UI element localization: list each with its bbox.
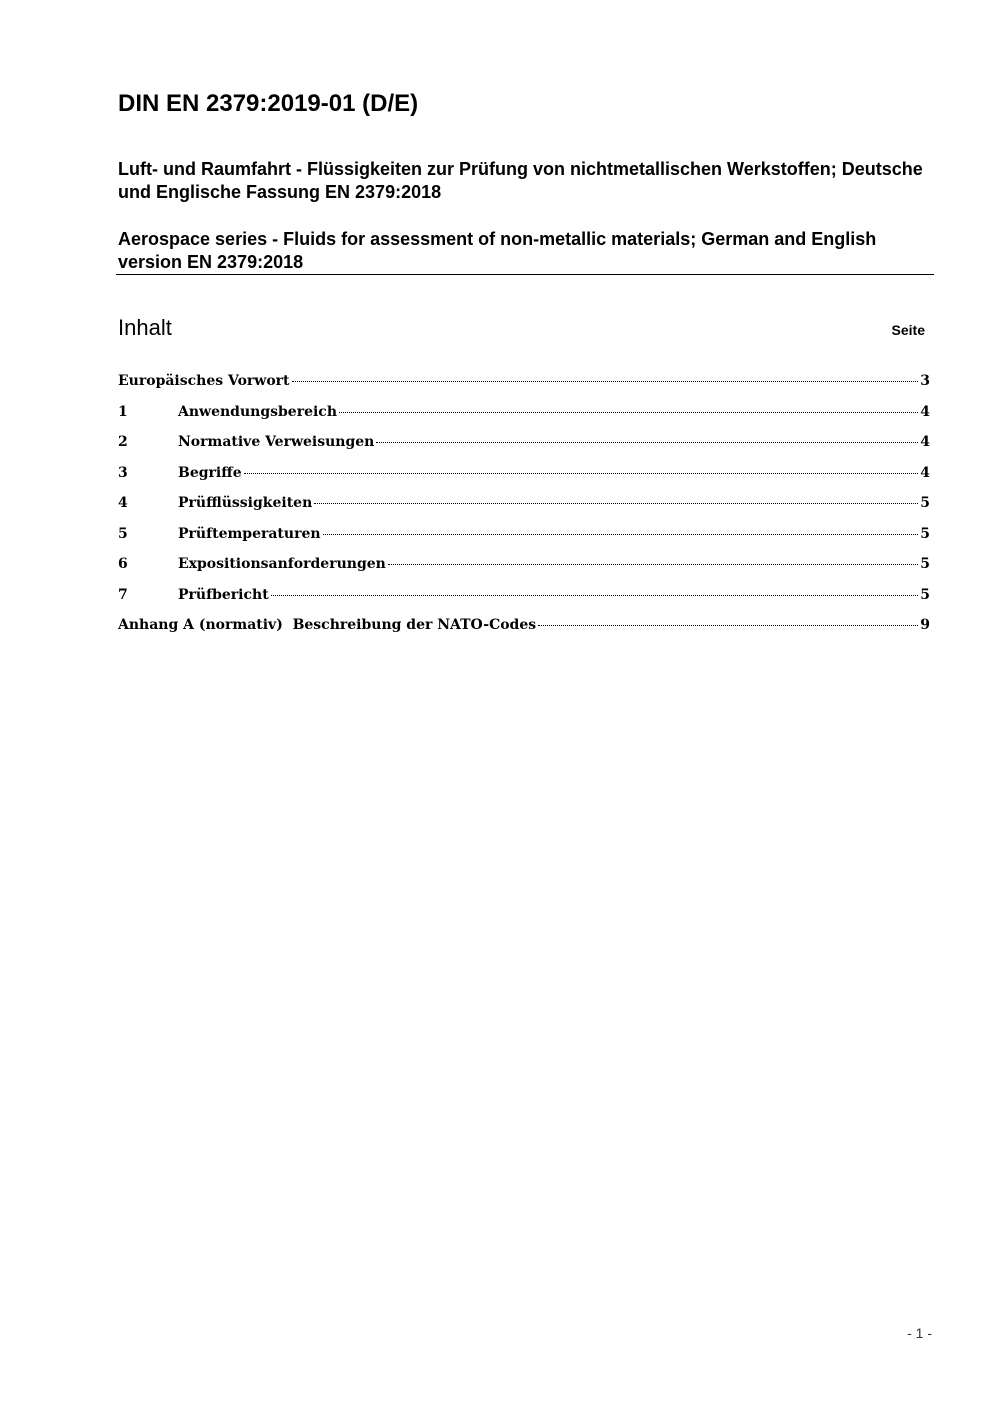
toc-entry-page: 4 bbox=[920, 464, 930, 481]
toc-entry-page: 5 bbox=[920, 525, 930, 542]
page-number: - 1 - bbox=[907, 1325, 932, 1341]
toc-entry-number: 4 bbox=[118, 495, 128, 511]
toc-entry-title: Anwendungsbereich bbox=[178, 403, 337, 420]
toc-entry-number: 1 bbox=[118, 403, 128, 420]
toc-entry-title: Europäisches Vorwort bbox=[118, 373, 290, 389]
toc-entry-annex-a[interactable] bbox=[118, 614, 930, 645]
subtitle-english: Aerospace series - Fluids for assessment of non-metallic materials; German and English version EN 2379:2018 bbox=[118, 229, 877, 272]
toc-dot-leader bbox=[271, 595, 919, 596]
toc-entry-page: 9 bbox=[920, 617, 930, 633]
toc-entry-page: 5 bbox=[920, 495, 930, 511]
toc-entry-page: 5 bbox=[920, 556, 930, 572]
toc-entry-title: Begriffe bbox=[178, 464, 242, 481]
toc-entry-number: 3 bbox=[118, 464, 128, 481]
toc-entry-european-foreword[interactable] bbox=[118, 370, 930, 401]
toc-dot-leader bbox=[388, 564, 918, 565]
toc-entry-exposure-requirements[interactable] bbox=[118, 553, 930, 584]
toc-entry-title: Prüftemperaturen bbox=[178, 525, 321, 542]
toc-heading: Inhalt bbox=[118, 315, 172, 340]
toc-dot-leader bbox=[376, 442, 918, 443]
toc-entry-title: Expositionsanforderungen bbox=[178, 556, 386, 572]
toc-dot-leader bbox=[314, 503, 918, 504]
toc-entry-page: 4 bbox=[920, 434, 930, 450]
toc-entry-number: 7 bbox=[118, 586, 128, 603]
toc-entry-title: Prüfflüssigkeiten bbox=[178, 495, 313, 511]
toc-page-column-label: Seite bbox=[891, 322, 925, 338]
document-title: DIN EN 2379:2019-01 (D/E) bbox=[118, 90, 419, 117]
table-of-contents bbox=[118, 370, 930, 645]
toc-entry-scope[interactable] bbox=[118, 401, 930, 432]
toc-dot-leader bbox=[244, 473, 919, 474]
toc-entry-test-temperatures[interactable] bbox=[118, 523, 930, 554]
toc-entry-test-report[interactable] bbox=[118, 584, 930, 615]
toc-entry-title: Normative Verweisungen bbox=[178, 434, 375, 450]
toc-entry-title: Anhang A (normativ) Beschreibung der NATO-Codes bbox=[118, 617, 537, 633]
toc-entry-number: 5 bbox=[118, 525, 128, 542]
toc-entry-page: 4 bbox=[920, 403, 930, 420]
toc-entry-normative-references[interactable] bbox=[118, 431, 930, 462]
toc-entry-test-fluids[interactable] bbox=[118, 492, 930, 523]
toc-entry-terms[interactable] bbox=[118, 462, 930, 493]
toc-dot-leader bbox=[292, 381, 919, 382]
header-divider bbox=[116, 274, 934, 275]
subtitle-german: Luft- und Raumfahrt - Flüssigkeiten zur Prüfung von nichtmetallischen Werkstoffen; Deutsche und Englische Fassung EN 2379:2018 bbox=[118, 159, 923, 202]
toc-dot-leader bbox=[323, 534, 919, 535]
toc-entry-number: 2 bbox=[118, 434, 128, 450]
toc-entry-page: 5 bbox=[920, 586, 930, 603]
toc-entry-number: 6 bbox=[118, 556, 128, 572]
toc-dot-leader bbox=[538, 625, 918, 626]
toc-dot-leader bbox=[339, 412, 918, 413]
toc-entry-title: Prüfbericht bbox=[178, 586, 269, 603]
toc-entry-page: 3 bbox=[920, 373, 930, 389]
